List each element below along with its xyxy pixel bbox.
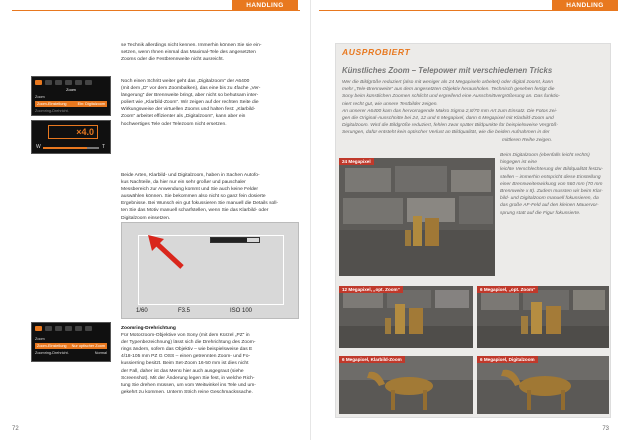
stone-wall-photo xyxy=(339,158,495,276)
text-line: auswählen können. Sie bekommen also nicht so ganz fein dosierte xyxy=(121,194,266,200)
text-line: das große AF-Feld auf den kleinen Mauervor- xyxy=(500,203,599,209)
text-line: An unserer A6400 kam das hervorragende Makro Sigma 2,8/70 mm Art zum Einsatz. Die Fotos zei- xyxy=(342,108,558,114)
photo-12mp xyxy=(339,286,473,348)
text-line: Serungen, dafür entsteht kein optischer Verlust an Bildqualität, wie die beiden Aufnahmen in der xyxy=(342,130,550,136)
text-line: Ergebnisse. Bei Wunsch ein gut fokussieren Sie manuell die Details soll- xyxy=(121,201,279,207)
red-arrow-icon xyxy=(146,235,186,271)
menu-row: Zoomring-Drehricht. xyxy=(35,109,69,113)
box-intro-text xyxy=(342,79,608,144)
tele-label: T xyxy=(102,144,106,150)
photo-caption: 24 Megapixel xyxy=(339,158,374,165)
page-number-left: 72 xyxy=(12,426,19,432)
photo-caption: 12 Megapixel, „opt. Zoom“ xyxy=(339,286,403,293)
text-line: Wirkungsweise der virtuellen Zooms und halten fest: „Klarbild- xyxy=(121,107,256,113)
text-line: Digitalzoom einsetzen. xyxy=(121,215,171,221)
menu-row-selected: Zoom-Einstellung Ein: Digitalzoom xyxy=(37,102,105,106)
menu-row: Zoom xyxy=(35,95,45,99)
camel-figure-photo xyxy=(339,356,473,414)
aperture-readout: F3.5 xyxy=(178,308,191,314)
photo-6mp-opt xyxy=(477,286,609,348)
zoomring-paragraph xyxy=(121,325,303,396)
box-label: AUSPROBIERT xyxy=(342,47,411,57)
text-line: Digitalzoom. Wird die Bildgröße reduziert, fehlen zwar später Bildpunkte für beispielsweise Vergröß- xyxy=(342,123,559,129)
text-line: Screenshot). Mit der Änderung legen Sie fest, in welche Rich- xyxy=(121,375,255,381)
box-side-text xyxy=(500,152,610,217)
box-title: Künstliches Zoom – Telepower mit verschiedenen Tricks xyxy=(342,66,553,75)
text-line: Messbereich zur Anwendung kommt und Sie auch keine Felder xyxy=(121,187,259,193)
text-line: Beim Digitalzoom (ebenfalls leicht rechts) hingegen ist eine xyxy=(500,153,590,166)
menu-row: Zoom xyxy=(35,337,45,341)
text-line: kus Nachteile, da hier nur ein sehr großer und pauschaler xyxy=(121,180,246,186)
menu-row-selected: Zoom-Einstellung Nur optischer Zoom xyxy=(37,344,105,348)
header-rule-left xyxy=(12,10,300,11)
text-line: leichte Verschlechterung der Bildqualität festzu- xyxy=(500,167,604,173)
wide-label: W xyxy=(36,144,41,150)
zoom-value-display: ×4.0 xyxy=(48,125,98,139)
right-page xyxy=(311,0,621,440)
text-line: Für Motorzoom-Objektive von Sony (mit dem Kürzel „PZ“ in xyxy=(121,333,250,339)
text-line: niert recht gut, wie unsere Testbilder zeigen. xyxy=(342,101,438,107)
shutter-readout: 1/60 xyxy=(136,308,148,314)
digitalzoom-paragraph xyxy=(121,78,301,128)
header-rule-right xyxy=(319,10,617,11)
camel-figure-photo xyxy=(477,356,609,414)
text-line: se Technik allerdings nicht kennen. Immerhin können Sie sie ein- xyxy=(121,43,262,48)
text-line: (mit dem „D“ vor dem Zoombalken), das eine bis zu 4fache „Ver- xyxy=(121,86,261,92)
text-line: gen die Original-Ausschnitte bei 24, 12 und 6 Megapixel, dann 6 Megapixel mit Klarbild-Zoom und xyxy=(342,116,554,122)
menu-tabs xyxy=(35,326,107,332)
intro-paragraph xyxy=(121,42,301,63)
text-line: hochwertiges Tele oder Telezoom nicht ersetzen. xyxy=(121,121,227,127)
text-line: Zoom“ arbeitet effizienter als „Digitalzoom“, kann aber ein xyxy=(121,114,246,120)
zoomring-heading: Zoomring-Drehrichtung xyxy=(121,326,176,331)
text-line: längerung“ der Brennweite bringt, aber nicht so behutsam inter- xyxy=(121,93,259,99)
photo-caption: 6 Megapixel, Digitalzoom xyxy=(477,356,538,363)
text-line: Noch einen Schritt weiter geht das „Digitalzoom“ der A6400 xyxy=(121,79,250,84)
text-line: Brennweite x 8). Zudem mussten wir beim Klar- xyxy=(500,189,603,195)
text-line: poliert wie „Klarbild-Zoom“. Wir zeigen auf der rechten Seite die xyxy=(121,100,259,106)
section-tag-right: HANDLING xyxy=(552,0,618,11)
text-line: bild- und Digitalzoom manuell fokussieren, da xyxy=(500,196,599,202)
iso-readout: ISO 100 xyxy=(230,308,253,314)
zoom-bar-screenshot xyxy=(31,120,111,154)
ausprobiert-box xyxy=(335,43,611,418)
text-line: mehr „Tele-Brennweite“ aus dem angesetzten Objektiv herausholen. Technisch gesehen fertigt die xyxy=(342,87,555,93)
text-line: tung Sie drehen müssen, um vom Weitwinkel ins Tele und um- xyxy=(121,382,256,388)
text-line: 4/18-105 mm PZ G OSS – einen getrennten Zoom- und Fo- xyxy=(121,354,251,360)
stone-wall-photo xyxy=(339,286,473,348)
text-line: setzen, wenn Ihnen einmal das Maximal-Tele des angesetzten xyxy=(121,50,256,56)
camera-menu-screenshot-1 xyxy=(31,76,111,116)
menu-tabs xyxy=(35,80,107,86)
text-line: stellen – immerhin entspricht diese Einstellung xyxy=(500,174,601,180)
text-line: Sony beim künstlichen Zoomen schlicht und ergreifend eine Ausschnittvergrößerung an. Das funktio- xyxy=(342,94,561,100)
stone-wall-photo xyxy=(477,286,609,348)
photo-6mp-klarbild xyxy=(339,356,473,414)
text-line: einer Brennweitenwirkung von 560 mm (70 mm xyxy=(500,181,603,187)
text-line: kussierring besitzt. Beim Set-Zoom 16-50 mm ist dies nicht xyxy=(121,361,249,367)
menu-title: Zoom xyxy=(66,88,76,92)
zoom-track xyxy=(43,147,99,149)
page-number-right: 73 xyxy=(602,426,609,432)
zoom-track-fill xyxy=(43,147,87,149)
camera-menu-screenshot-2 xyxy=(31,322,111,362)
text-line: Zooms oder die Festbrennweite nicht ausreicht. xyxy=(121,57,225,63)
photo-caption: 6 Megapixel, „opt. Zoom“ xyxy=(477,286,538,293)
text-line: rings ändern, sofern das Objektiv – wie beispielsweise das E xyxy=(121,347,253,353)
photo-caption: 6 Megapixel, Klarbild-Zoom xyxy=(339,356,405,363)
text-line: Beide Arten, Klarbild- und Digitalzoom, haben in Sachen Autofo- xyxy=(121,173,260,178)
photo-6mp-digital xyxy=(477,356,609,414)
autofocus-paragraph xyxy=(121,172,301,222)
text-line: gekehrt zu kommen. Unterm Strich reine Geschmackssache. xyxy=(121,389,253,395)
menu-row: Zoomring-Drehricht. Normal xyxy=(35,351,107,355)
viewfinder-screenshot xyxy=(121,222,299,319)
section-tag-left: HANDLING xyxy=(232,0,298,11)
viewfinder-zoom-bar xyxy=(210,237,260,243)
text-line: der Fall, daher ist das Menü hier auch ausgegraut (siehe xyxy=(121,368,244,374)
text-line: der Typenbezeichnung) lässt sich die Drehrichtung des Zoom- xyxy=(121,340,256,346)
text-line: mittleren Reihe zeigen. xyxy=(502,137,553,143)
text-line: ten Sie das Motiv manuell scharfstellen, wenn Sie das Klarbild- oder xyxy=(121,208,269,214)
text-line: sprung statt auf die Figur fokussierte. xyxy=(500,210,581,216)
left-page xyxy=(0,0,310,440)
photo-24mp xyxy=(339,158,495,276)
text-line: Wer die Bildgröße reduziert (also mit weniger als 24 Megapixeln arbeitet) oder digital zoomt, kann xyxy=(342,80,554,85)
